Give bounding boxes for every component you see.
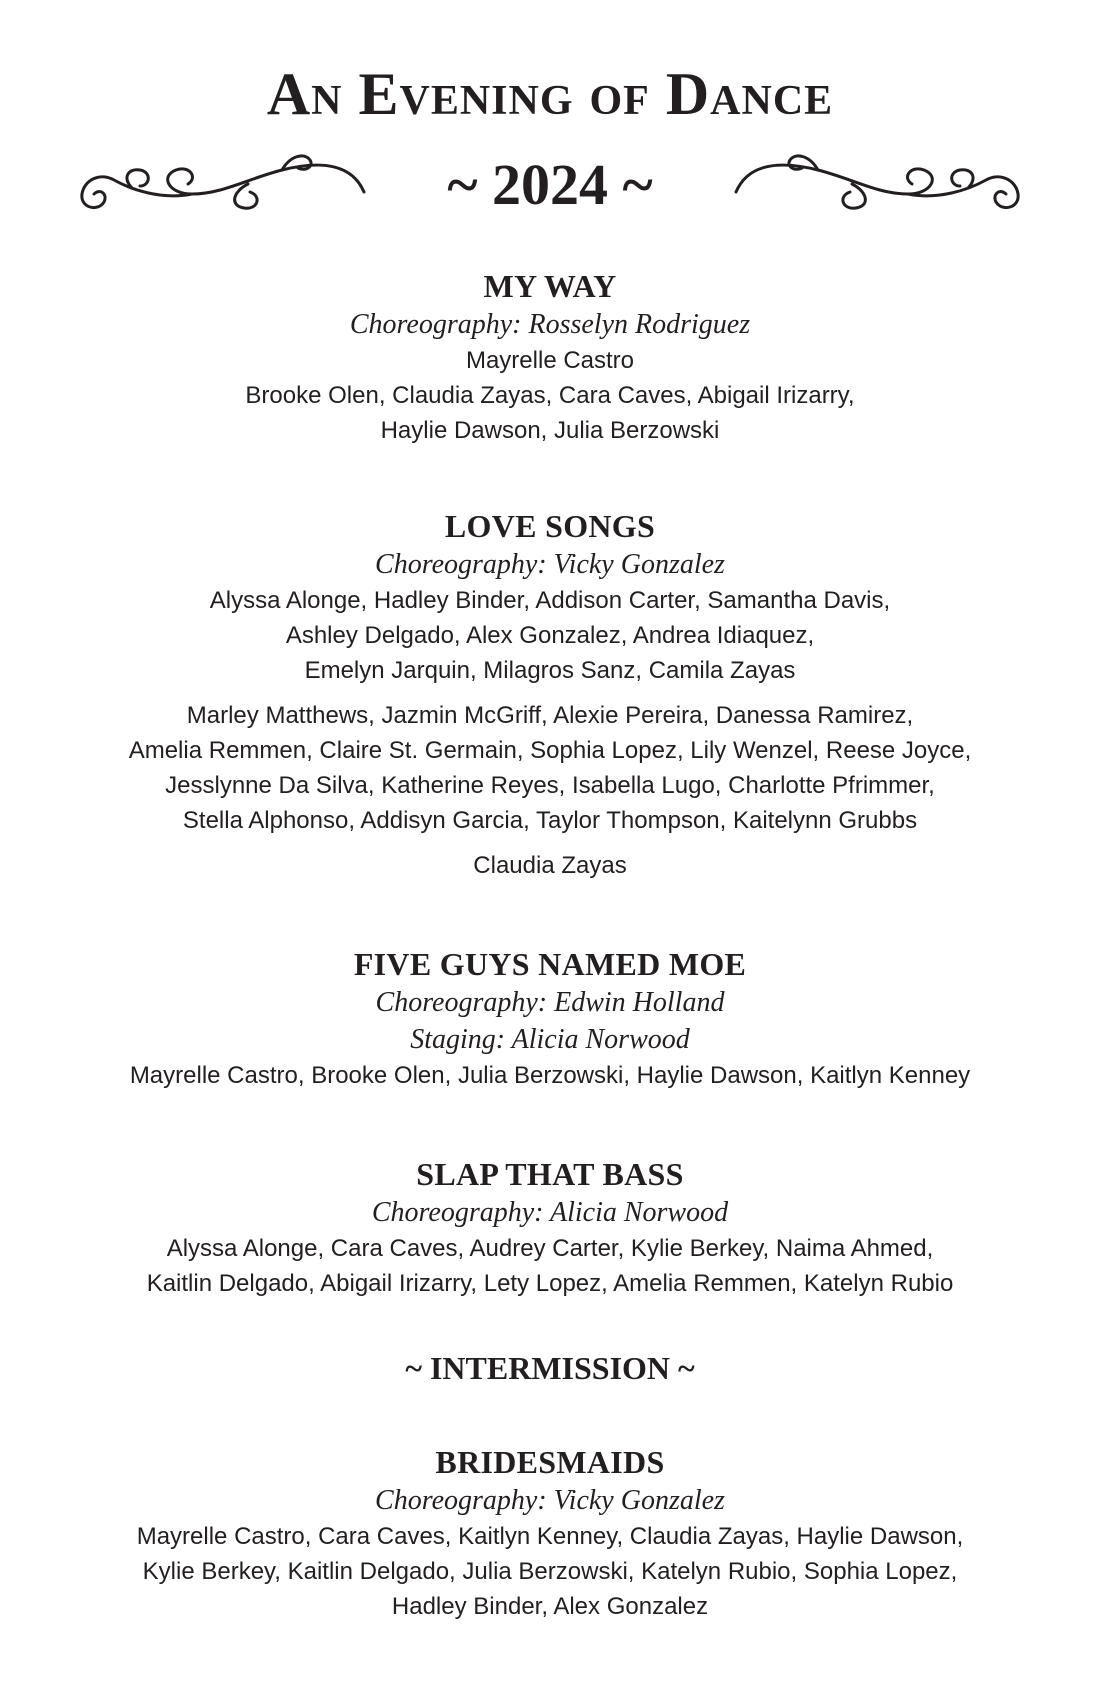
cast-line: Kaitlin Delgado, Abigail Irizarry, Lety Lopez, Amelia Remmen, Katelyn Rubio bbox=[146, 1270, 954, 1297]
year-banner bbox=[0, 150, 1100, 230]
piece-credit: Choreography: Vicky Gonzalez bbox=[375, 1485, 725, 1516]
cast-line: Emelyn Jarquin, Milagros Sanz, Camila Zayas bbox=[304, 657, 796, 684]
cast-line: Mayrelle Castro, Brooke Olen, Julia Berzowski, Haylie Dawson, Kaitlyn Kenney bbox=[129, 1062, 971, 1089]
piece-credit: Choreography: Edwin Holland bbox=[375, 987, 725, 1018]
cast-line: Kylie Berkey, Kaitlin Delgado, Julia Berzowski, Katelyn Rubio, Sophia Lopez, bbox=[142, 1558, 958, 1585]
cast-line: Claudia Zayas bbox=[473, 852, 627, 879]
cast-line: Hadley Binder, Alex Gonzalez bbox=[391, 1593, 709, 1620]
cast-line: Mayrelle Castro, Cara Caves, Kaitlyn Kenney, Claudia Zayas, Haylie Dawson, bbox=[136, 1523, 964, 1550]
piece-title: LOVE SONGS bbox=[444, 508, 656, 544]
piece-title: MY WAY bbox=[483, 268, 617, 304]
cast-line: Mayrelle Castro bbox=[465, 347, 635, 374]
piece-title: FIVE GUYS NAMED MOE bbox=[353, 946, 747, 982]
piece-title: SLAP THAT BASS bbox=[416, 1156, 684, 1192]
piece-five-guys-named-moe bbox=[0, 944, 1100, 1093]
piece-credit: Choreography: Vicky Gonzalez bbox=[375, 549, 725, 580]
piece-love-songs bbox=[0, 506, 1100, 883]
cast-line: Haylie Dawson, Julia Berzowski bbox=[380, 417, 720, 444]
piece-credit: Choreography: Rosselyn Rodriguez bbox=[349, 309, 751, 340]
program-title: An Evening of Dance bbox=[266, 61, 834, 127]
cast-line: Ashley Delgado, Alex Gonzalez, Andrea Idiaquez, bbox=[285, 622, 815, 649]
intermission-label: ~ INTERMISSION ~ bbox=[405, 1350, 695, 1386]
cast-line: Marley Matthews, Jazmin McGriff, Alexie Pereira, Danessa Ramirez, bbox=[186, 702, 914, 729]
piece-title: BRIDESMAIDS bbox=[435, 1444, 665, 1480]
piece-slap-that-bass bbox=[0, 1154, 1100, 1301]
cast-line: Stella Alphonso, Addisyn Garcia, Taylor Thompson, Kaitelynn Grubbs bbox=[182, 807, 918, 834]
piece-credit: Choreography: Alicia Norwood bbox=[371, 1197, 729, 1228]
right-flourish-icon bbox=[728, 150, 1028, 224]
piece-bridesmaids bbox=[0, 1442, 1100, 1624]
program-year: ~ 2024 ~ bbox=[447, 152, 653, 217]
cast-line: Brooke Olen, Claudia Zayas, Cara Caves, Abigail Irizarry, bbox=[245, 382, 855, 409]
cast-line: Jesslynne Da Silva, Katherine Reyes, Isabella Lugo, Charlotte Pfrimmer, bbox=[165, 772, 935, 799]
piece-staging-credit: Staging: Alicia Norwood bbox=[410, 1024, 690, 1055]
cast-line: Amelia Remmen, Claire St. Germain, Sophia Lopez, Lily Wenzel, Reese Joyce, bbox=[128, 737, 972, 764]
cast-line: Alyssa Alonge, Cara Caves, Audrey Carter, Kylie Berkey, Naima Ahmed, bbox=[166, 1235, 934, 1262]
cast-line: Alyssa Alonge, Hadley Binder, Addison Carter, Samantha Davis, bbox=[209, 587, 891, 614]
piece-my-way bbox=[0, 266, 1100, 448]
